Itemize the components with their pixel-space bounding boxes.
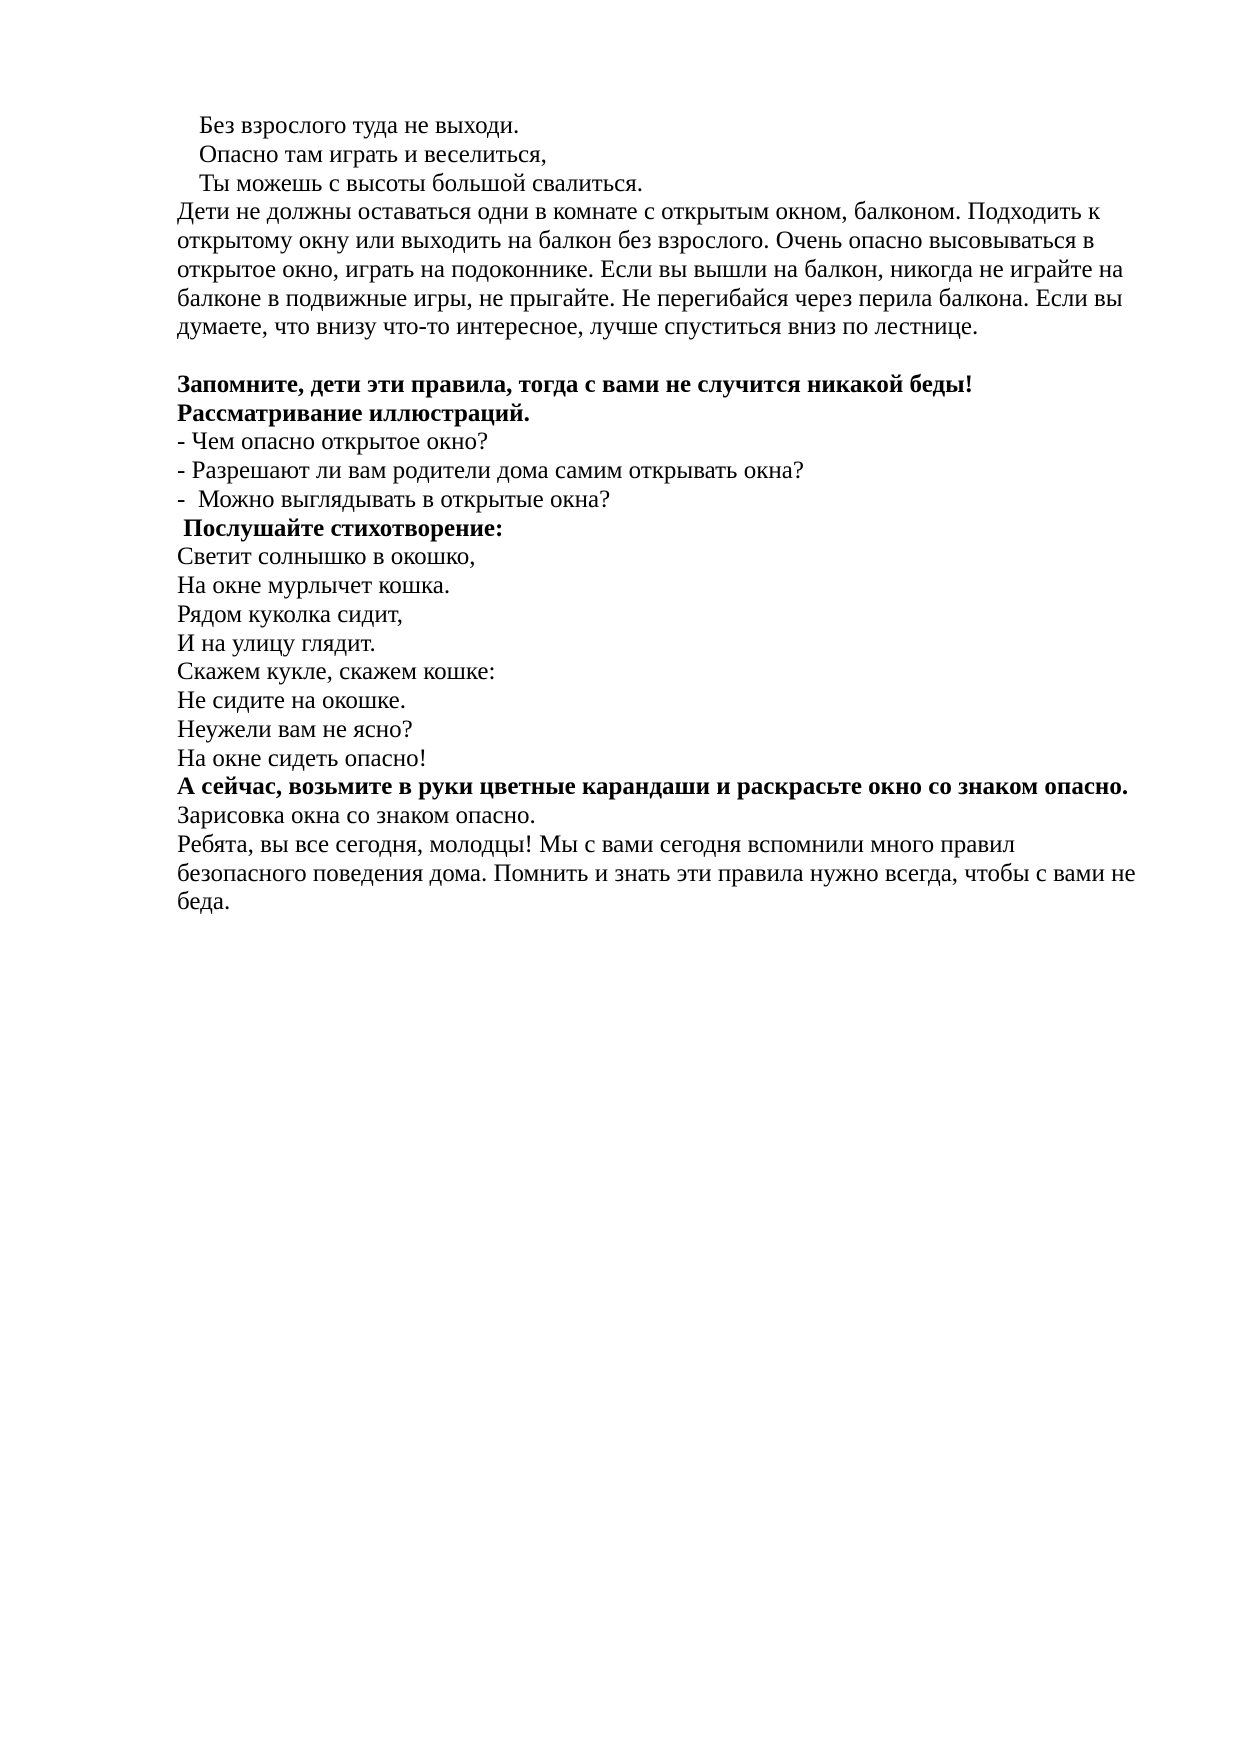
- text-line: Не сидите на окошке.: [177, 687, 406, 714]
- text-line: открытое окно, играть на подоконнике. Если вы вышли на балкон, никогда не играйте на: [177, 255, 1124, 283]
- text-block: [177, 198, 1152, 342]
- text-line: Ребята, вы все сегодня, молодцы! Мы с вами сегодня вспомнили много правил: [177, 830, 1016, 858]
- text-line: беда.: [177, 888, 231, 916]
- text-block: [177, 112, 1152, 198]
- text-block: [177, 428, 1152, 514]
- text-line: Скажем кукле, скажем кошке:: [177, 658, 496, 686]
- text-line: - Чем опасно открытое окно?: [177, 428, 489, 456]
- text-line: балконе в подвижные игры, не прыгайте. Не перегибайся через перила балкона. Если вы: [177, 284, 1123, 312]
- heading-block: [177, 371, 1152, 429]
- text-line: На окне сидеть опасно!: [177, 744, 427, 772]
- heading-block: [177, 515, 1152, 544]
- text-line: - Разрешают ли вам родители дома самим открывать окна?: [177, 457, 804, 484]
- text-line: Светит солнышко в окошко,: [177, 543, 476, 571]
- heading-line: А сейчас, возьмите в руки цветные карандаши и раскрасьте окно со знаком опасно.: [177, 773, 1129, 801]
- blank-line-block: [177, 342, 1152, 371]
- text-line: открытому окну или выходить на балкон без взрослого. Очень опасно высовываться в: [177, 227, 1095, 254]
- text-line: Дети не должны оставаться одни в комнате с открытым окном, балконом. Подходить к: [177, 198, 1101, 226]
- text-line: Опасно там играть и веселиться,: [199, 140, 547, 168]
- text-line: Неужели вам не ясно?: [177, 715, 413, 743]
- text-line: Без взрослого туда не выходи.: [199, 112, 520, 139]
- heading-block: [177, 773, 1152, 802]
- text-line: - Можно выглядывать в открытые окна?: [177, 485, 611, 513]
- text-line: безопасного поведения дома. Помнить и знать эти правила нужно всегда, чтобы с вами не: [177, 859, 1136, 887]
- text-block: [177, 543, 1152, 773]
- heading-line: Послушайте стихотворение:: [177, 514, 504, 542]
- heading-line: Рассматривание иллюстраций.: [177, 399, 530, 427]
- text-block: [177, 802, 1152, 917]
- heading-line: Запомните, дети эти правила, тогда с вами не случится никакой беды!: [177, 370, 973, 398]
- text-line: [177, 342, 1152, 371]
- text-line: И на улицу глядит.: [177, 629, 376, 657]
- text-line: Ты можешь с высоты большой свалиться.: [199, 169, 643, 197]
- text-line: Зарисовка окна со знаком опасно.: [177, 802, 536, 829]
- text-line: Рядом куколка сидит,: [177, 600, 404, 628]
- text-line: думаете, что внизу что-то интересное, лучше спуститься вниз по лестнице.: [177, 313, 979, 341]
- text-line: На окне мурлычет кошка.: [177, 572, 451, 599]
